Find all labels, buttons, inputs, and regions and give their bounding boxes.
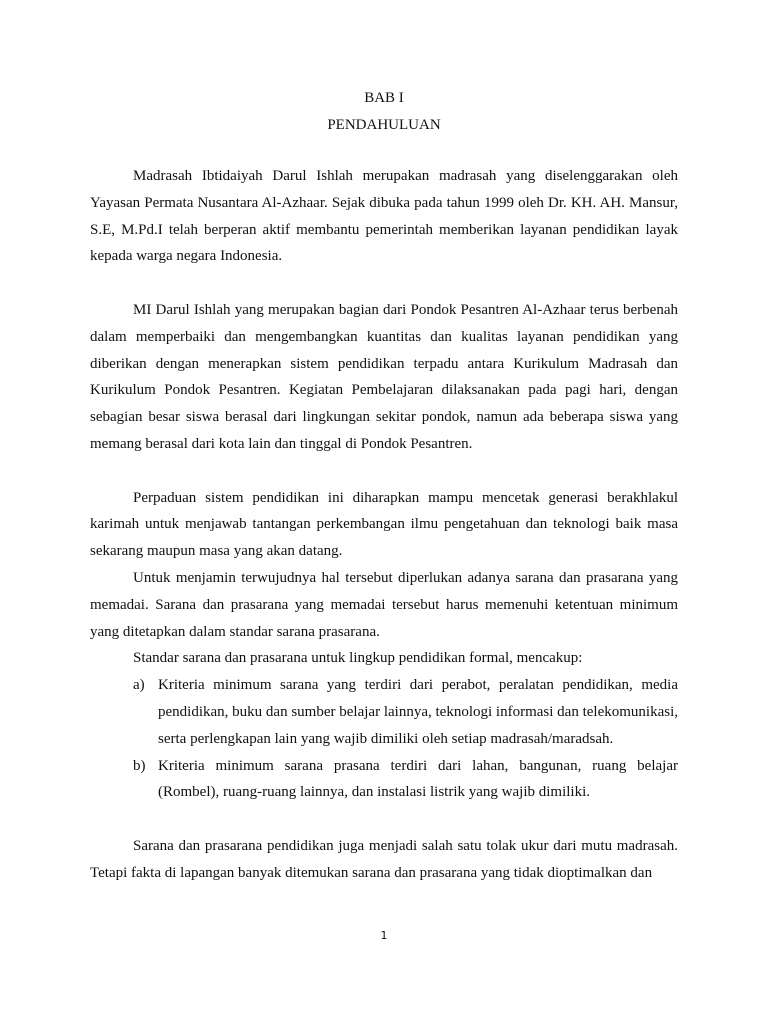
- list-marker: b): [133, 757, 146, 774]
- list-marker: a): [133, 677, 145, 694]
- list-item-text: Kriteria minimum sarana prasana terdiri dari lahan, bangunan, ruang belajar (Rombel), ruang-ruang lainnya, dan instalasi listrik yang wajib dimiliki.: [158, 757, 678, 801]
- chapter-label: BAB I: [364, 90, 404, 106]
- paragraph-gap: [90, 270, 678, 297]
- paragraph-intro: Madrasah Ibtidaiyah Darul Ishlah merupakan madrasah yang diselenggarakan oleh Yayasan Permata Nusantara Al-Azhaar. Sejak dibuka pada tahun 1999 oleh Dr. KH. AH. Mansur, S.E, M.Pd.I telah berperan aktif membantu pemerintah memberikan layanan pendidikan layak kepada warga negara Indonesia.: [90, 168, 678, 265]
- criteria-list: [90, 672, 678, 806]
- page-number: 1: [380, 929, 388, 942]
- paragraph-mi-darul-ishlah: MI Darul Ishlah yang merupakan bagian dari Pondok Pesantren Al-Azhaar terus berbenah dalam memperbaiki dan mengembangkan kuantitas dan kualitas layanan pendidikan yang diberikan dengan menerapkan sistem pendidikan terpadu antara Kurikulum Madrasah dan Kurikulum Pondok Pesantren. Kegiatan Pembelajaran dilaksanakan pada pagi hari, dengan sebagian besar siswa berasal dari lingkungan sekitar pondok, namun ada beberapa siswa yang memang berasal dari kota lain dan tinggal di Pondok Pesantren.: [90, 301, 678, 452]
- document-body: [90, 163, 678, 887]
- paragraph-gap: [90, 458, 678, 485]
- paragraph-standar: Standar sarana dan prasarana untuk lingkup pendidikan formal, mencakup:: [133, 650, 583, 667]
- list-item: [90, 672, 678, 752]
- chapter-title: PENDAHULUAN: [327, 117, 441, 133]
- paragraph-gap: [90, 806, 678, 833]
- list-item: [90, 753, 678, 807]
- paragraph-menjamin: Untuk menjamin terwujudnya hal tersebut diperlukan adanya sarana dan prasarana yang memadai. Sarana dan prasarana yang memadai tersebut harus memenuhi ketentuan minimum yang ditetapkan dalam standar sarana prasarana.: [90, 569, 678, 640]
- list-item-text: Kriteria minimum sarana yang terdiri dari perabot, peralatan pendidikan, media pendidikan, buku dan sumber belajar lainnya, teknologi informasi dan telekomunikasi, serta perlengkapan lain yang wajib dimiliki oleh setiap madrasah/maradsah.: [158, 677, 678, 747]
- paragraph-sarana-mutu: Sarana dan prasarana pendidikan juga menjadi salah satu tolak ukur dari mutu madrasah. Tetapi fakta di lapangan banyak ditemukan sarana dan prasarana yang tidak dioptimalkan dan: [90, 837, 678, 881]
- paragraph-perpaduan: Perpaduan sistem pendidikan ini diharapkan mampu mencetak generasi berakhlakul karimah untuk menjawab tantangan perkembangan ilmu pengetahuan dan teknologi baik masa sekarang maupun masa yang akan datang.: [90, 489, 678, 560]
